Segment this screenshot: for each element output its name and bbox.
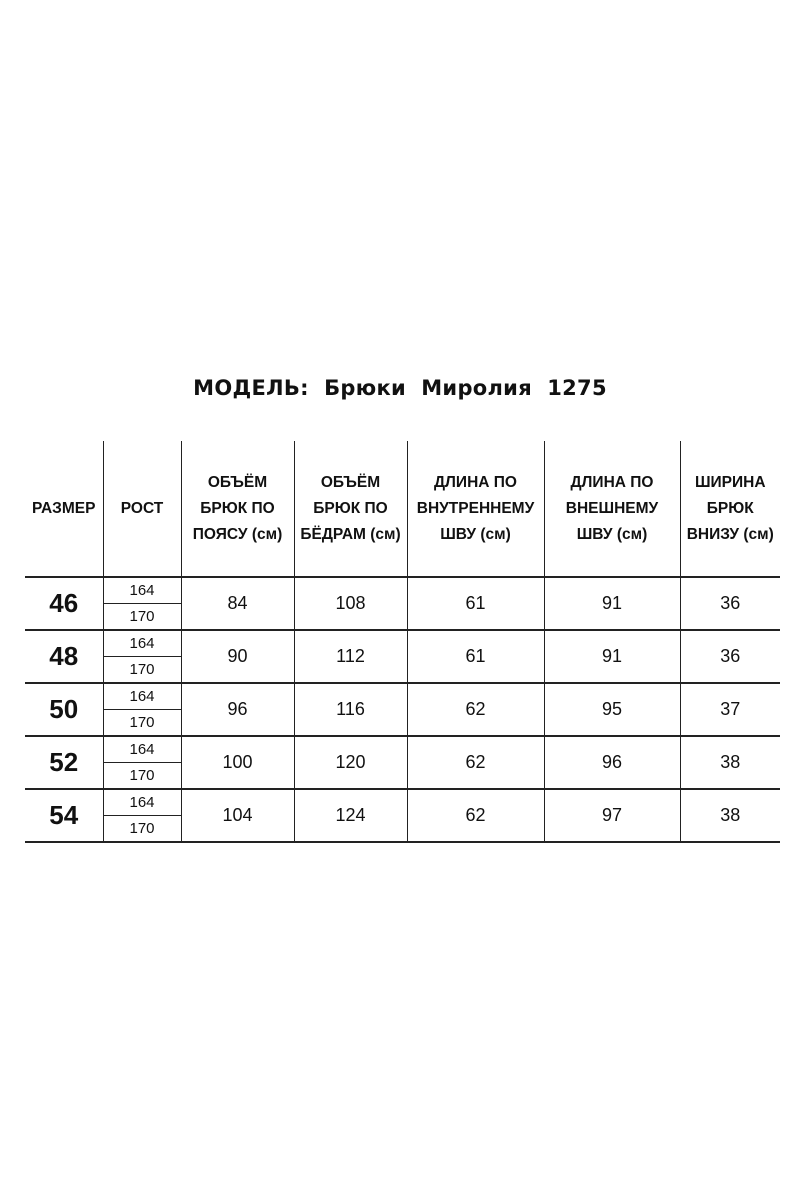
size-cell: 46: [25, 577, 103, 630]
inseam-cell: 62: [407, 683, 544, 736]
height-cell: 164: [103, 789, 181, 816]
height-cell: 170: [103, 604, 181, 631]
hips-cell: 120: [294, 736, 407, 789]
height-cell: 164: [103, 736, 181, 763]
height-cell: 170: [103, 816, 181, 843]
waist-cell: 96: [181, 683, 294, 736]
waist-cell: 104: [181, 789, 294, 842]
header-row: [25, 441, 780, 577]
height-cell: 164: [103, 630, 181, 657]
hem-cell: 37: [680, 683, 780, 736]
waist-cell: 90: [181, 630, 294, 683]
waist-cell: 84: [181, 577, 294, 630]
height-cell: 170: [103, 710, 181, 737]
model-title: МОДЕЛЬ: Брюки Миролия 1275: [193, 376, 607, 400]
size-cell: 50: [25, 683, 103, 736]
header-outseam: ДЛИНА ПО ВНЕШНЕМУ ШВУ (см): [544, 441, 680, 577]
height-cell: 170: [103, 763, 181, 790]
waist-cell: 100: [181, 736, 294, 789]
header-waist: ОБЪЁМ БРЮК ПО ПОЯСУ (см): [181, 441, 294, 577]
hem-cell: 36: [680, 630, 780, 683]
hem-cell: 38: [680, 789, 780, 842]
outseam-cell: 91: [544, 577, 680, 630]
outseam-cell: 96: [544, 736, 680, 789]
inseam-cell: 61: [407, 577, 544, 630]
height-cell: 164: [103, 683, 181, 710]
size-cell: 52: [25, 736, 103, 789]
height-cell: 164: [103, 577, 181, 604]
outseam-cell: 95: [544, 683, 680, 736]
hips-cell: 112: [294, 630, 407, 683]
table-row: [25, 789, 780, 816]
size-cell: 54: [25, 789, 103, 842]
hem-cell: 36: [680, 577, 780, 630]
table-row: [25, 630, 780, 657]
height-cell: 170: [103, 657, 181, 684]
table-row: [25, 577, 780, 604]
header-inseam: ДЛИНА ПО ВНУТРЕННЕМУ ШВУ (см): [407, 441, 544, 577]
hem-cell: 38: [680, 736, 780, 789]
header-height: РОСТ: [103, 441, 181, 577]
table-row: [25, 683, 780, 710]
hips-cell: 116: [294, 683, 407, 736]
header-size: РАЗМЕР: [25, 441, 103, 577]
header-hem: ШИРИНА БРЮК ВНИЗУ (см): [680, 441, 780, 577]
table-row: [25, 736, 780, 763]
outseam-cell: 97: [544, 789, 680, 842]
hips-cell: 108: [294, 577, 407, 630]
size-chart-table: [25, 441, 780, 843]
size-cell: 48: [25, 630, 103, 683]
inseam-cell: 61: [407, 630, 544, 683]
inseam-cell: 62: [407, 736, 544, 789]
hips-cell: 124: [294, 789, 407, 842]
outseam-cell: 91: [544, 630, 680, 683]
header-hips: ОБЪЁМ БРЮК ПО БЁДРАМ (см): [294, 441, 407, 577]
inseam-cell: 62: [407, 789, 544, 842]
